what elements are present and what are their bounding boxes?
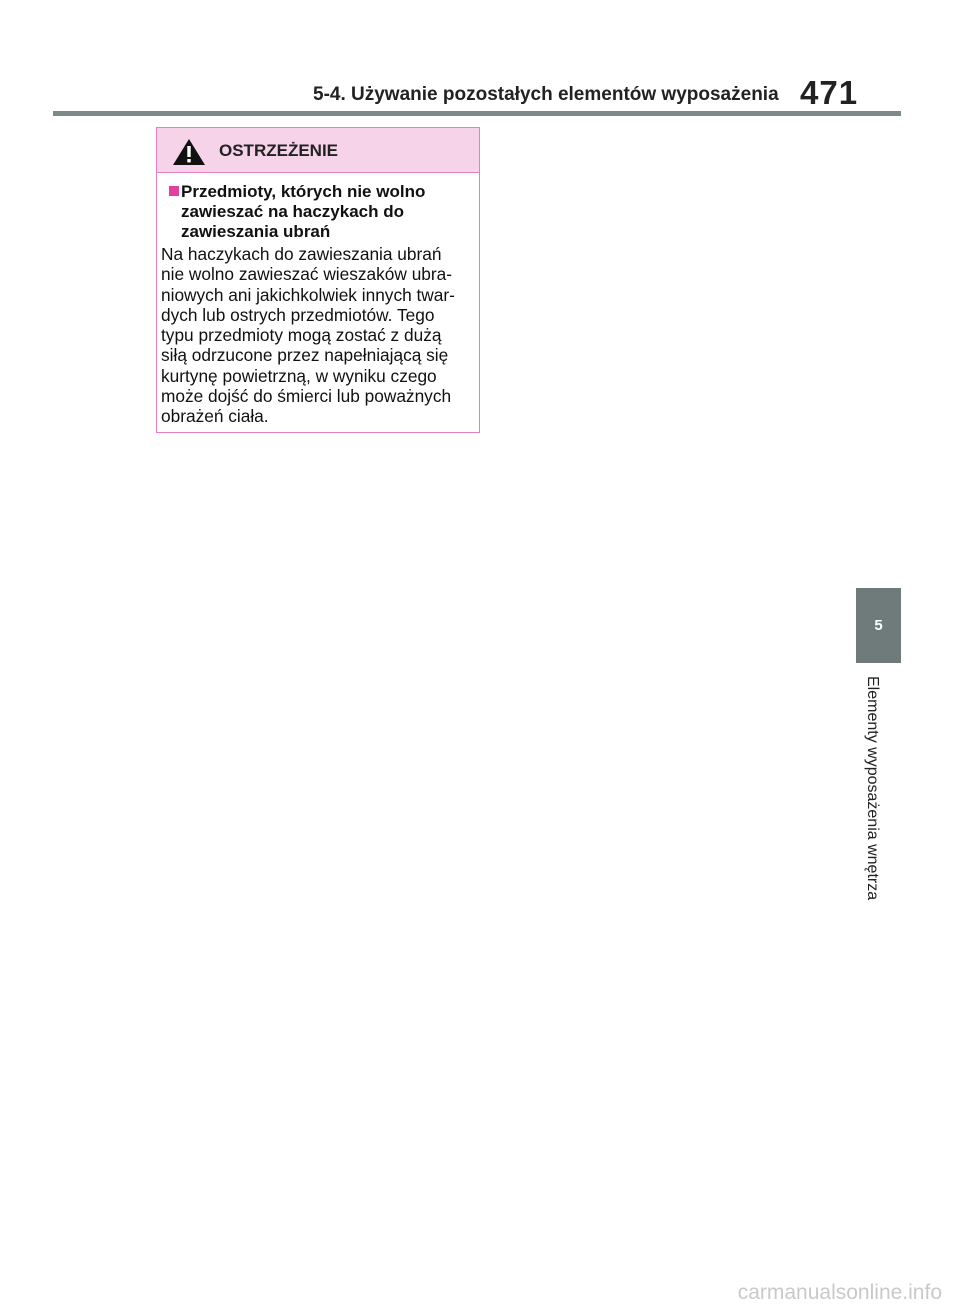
chapter-tab[interactable] [856,588,901,663]
warning-body: Na haczykach do zawieszania ubrań nie wolno zawieszać wieszaków ubra- niowych ani jakichkolwiek innych twar- dych lub ostrych przedmiotów. Tego typu przedmioty mogą zostać z dużą siłą odrzucone przez napełniającą się kurtynę powietrzną, w wyniku czego może dojść do śmierci lub poważnych obrażeń ciała. [161,244,455,427]
chapter-title-wrap [857,676,897,926]
page-number: 471 [800,74,859,111]
section-title: 5-4. Używanie pozostałych elementów wyposażenia [313,84,779,105]
warning-box [156,127,480,433]
warning-label: OSTRZEŻENIE [219,141,339,160]
chapter-number: 5 [874,617,883,634]
subheading-text: Przedmioty, których nie wolno zawieszać na haczykach do zawieszania ubrań [181,182,426,241]
subheading-bullet [169,186,179,196]
watermark: carmanualsonline.info [737,1281,942,1304]
header-rule [53,111,901,116]
chapter-title: Elementy wyposażenia wnętrza [864,676,881,901]
warning-triangle-icon [172,138,206,166]
warning-header [157,128,479,173]
